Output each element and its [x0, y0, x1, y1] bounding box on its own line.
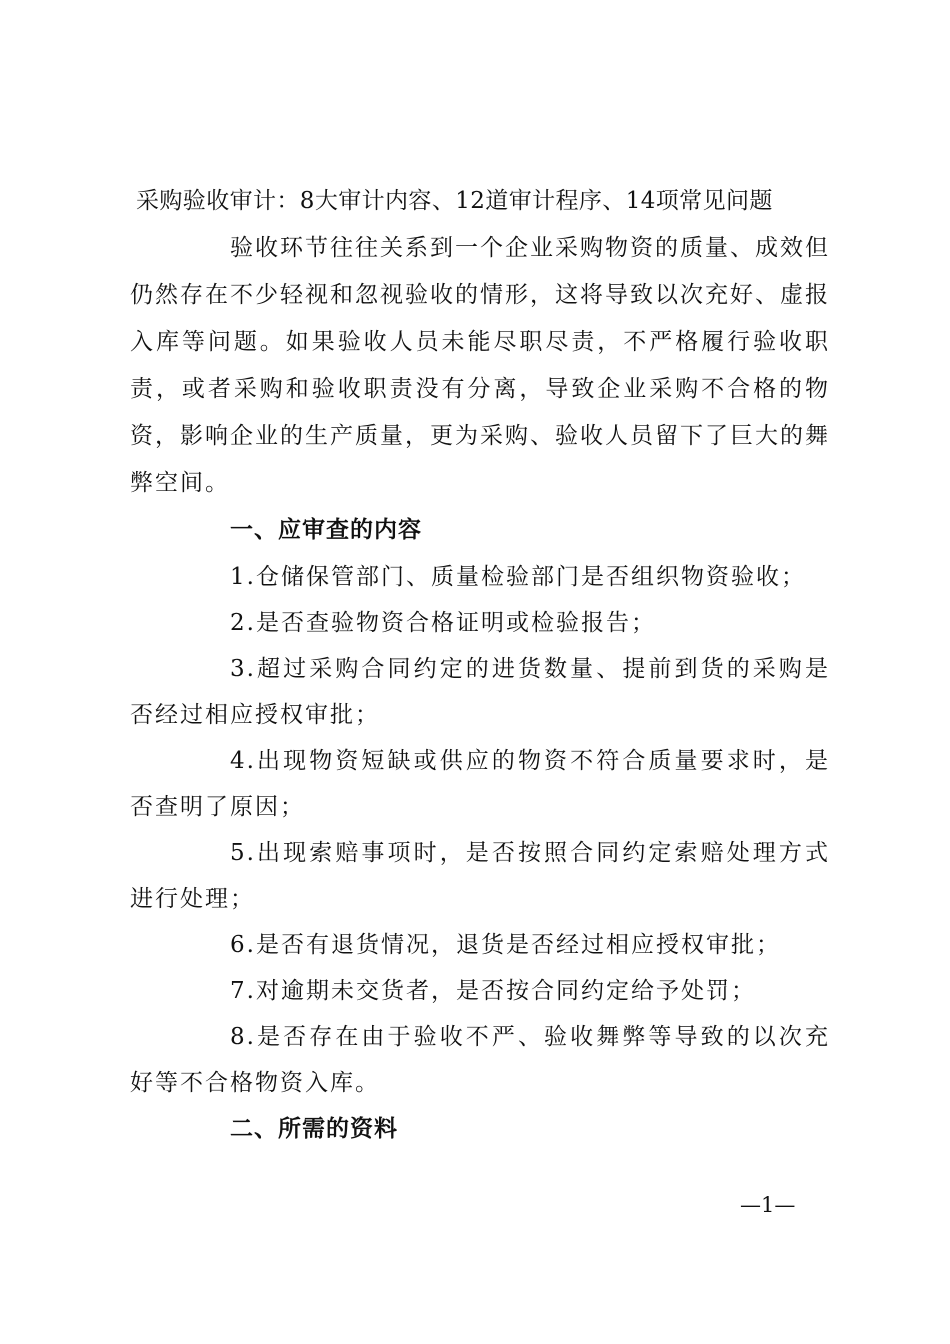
section-heading-review-content: 一、应审查的内容	[230, 517, 422, 543]
review-item-8: 8.是否存在由于验收不严、验收舞弊等导致的以次充好等不合格物资入库。	[130, 1024, 830, 1096]
page-number: —1—	[740, 1193, 796, 1217]
section-heading-required-materials: 二、所需的资料	[230, 1116, 398, 1142]
review-item-7: 7.对逾期未交货者，是否按合同约定给予处罚；	[230, 978, 756, 1004]
review-item-5: 5.出现索赔事项时，是否按照合同约定索赔处理方式进行处理；	[130, 840, 830, 912]
document-body	[130, 181, 830, 1153]
review-item-1: 1.仓储保管部门、质量检验部门是否组织物资验收；	[230, 564, 806, 590]
review-item-3: 3.超过采购合同约定的进货数量、提前到货的采购是否经过相应授权审批；	[130, 656, 830, 728]
review-item-6: 6.是否有退货情况，退货是否经过相应授权审批；	[230, 932, 781, 958]
review-item-4: 4.出现物资短缺或供应的物资不符合质量要求时，是否查明了原因；	[130, 748, 830, 820]
review-item-2: 2.是否查验物资合格证明或检验报告；	[230, 610, 656, 636]
intro-paragraph: 验收环节往往关系到一个企业采购物资的质量、成效但仍然存在不少轻视和忽视验收的情形，这将导致以次充好、虚报入库等问题。如果验收人员未能尽职尽责，不严格履行验收职责，或者采购和验收职责没有分离，导致企业采购不合格的物资，影响企业的生产质量，更为采购、验收人员留下了巨大的舞弊空间。	[130, 235, 830, 496]
document-title: 采购验收审计：8大审计内容、12道审计程序、14项常见问题	[136, 188, 773, 214]
